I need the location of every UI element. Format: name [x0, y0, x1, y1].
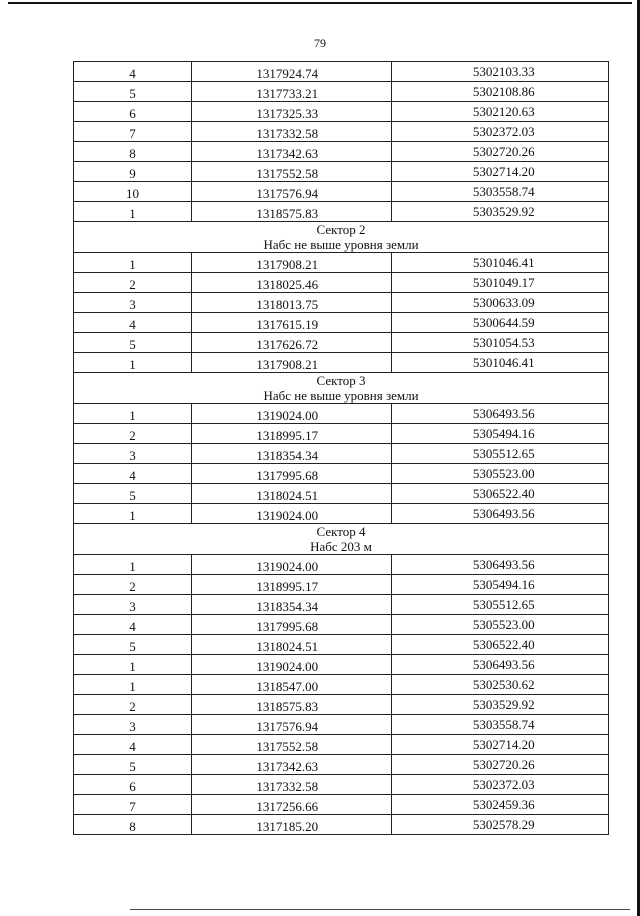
y-coordinate-cell	[391, 635, 608, 655]
x-coordinate-text: 1317325.33	[256, 106, 319, 121]
y-coordinate-text: 5300644.59	[472, 315, 535, 330]
y-coordinate-cell	[391, 815, 608, 835]
table-row	[74, 595, 609, 615]
y-coordinate-text: 5302108.86	[472, 84, 535, 99]
y-coordinate-text: 5302103.33	[472, 64, 535, 79]
point-number-cell	[74, 735, 192, 755]
point-number-text: 7	[129, 126, 136, 141]
section-subtitle: Набс не выше уровня земли	[263, 388, 419, 403]
x-coordinate-cell	[191, 695, 391, 715]
y-coordinate-text: 5305512.65	[472, 597, 535, 612]
y-coordinate-cell	[391, 555, 608, 575]
section-header-cell	[74, 524, 609, 555]
point-number-cell	[74, 615, 192, 635]
x-coordinate-text: 1318354.34	[256, 448, 319, 463]
x-coordinate-cell	[191, 82, 391, 102]
table-row	[74, 775, 609, 795]
point-number-cell	[74, 504, 192, 524]
y-coordinate-text: 5302720.26	[472, 144, 535, 159]
point-number-text: 1	[129, 508, 136, 523]
y-coordinate-text: 5301049.17	[472, 275, 535, 290]
y-coordinate-cell	[391, 755, 608, 775]
section-subtitle: Набс 203 м	[310, 539, 372, 554]
point-number-text: 4	[129, 66, 136, 81]
point-number-text: 6	[129, 106, 136, 121]
section-header-row	[74, 524, 609, 555]
table-row	[74, 735, 609, 755]
scan-bottom-rule	[130, 909, 630, 910]
x-coordinate-text: 1318575.83	[256, 206, 319, 221]
y-coordinate-cell	[391, 182, 608, 202]
y-coordinate-cell	[391, 202, 608, 222]
y-coordinate-cell	[391, 162, 608, 182]
point-number-text: 4	[129, 468, 136, 483]
x-coordinate-cell	[191, 182, 391, 202]
y-coordinate-cell	[391, 464, 608, 484]
y-coordinate-cell	[391, 404, 608, 424]
point-number-cell	[74, 675, 192, 695]
table-row	[74, 253, 609, 273]
table-row	[74, 575, 609, 595]
y-coordinate-text: 5306493.56	[472, 406, 535, 421]
point-number-text: 10	[125, 186, 139, 201]
section-header-cell	[74, 222, 609, 253]
y-coordinate-cell	[391, 273, 608, 293]
point-number-text: 5	[129, 639, 136, 654]
table-row	[74, 484, 609, 504]
table-row	[74, 424, 609, 444]
table-row	[74, 182, 609, 202]
section-title: Сектор 2	[316, 222, 366, 237]
table-row	[74, 464, 609, 484]
x-coordinate-cell	[191, 775, 391, 795]
section-title: Сектор 3	[316, 373, 366, 388]
x-coordinate-cell	[191, 313, 391, 333]
table-row	[74, 142, 609, 162]
x-coordinate-text: 1318025.46	[256, 277, 319, 292]
y-coordinate-text: 5302578.29	[472, 817, 535, 832]
x-coordinate-text: 1317552.58	[256, 166, 319, 181]
point-number-text: 9	[129, 166, 136, 181]
point-number-text: 1	[129, 206, 136, 221]
x-coordinate-cell	[191, 555, 391, 575]
point-number-text: 3	[129, 297, 136, 312]
y-coordinate-cell	[391, 353, 608, 373]
y-coordinate-text: 5305523.00	[472, 466, 535, 481]
x-coordinate-cell	[191, 162, 391, 182]
y-coordinate-text: 5306493.56	[472, 657, 535, 672]
x-coordinate-text: 1319024.00	[256, 508, 319, 523]
x-coordinate-text: 1317576.94	[256, 186, 319, 201]
point-number-cell	[74, 313, 192, 333]
point-number-cell	[74, 715, 192, 735]
point-number-text: 2	[129, 428, 136, 443]
y-coordinate-text: 5305512.65	[472, 446, 535, 461]
point-number-cell	[74, 273, 192, 293]
point-number-text: 5	[129, 759, 136, 774]
y-coordinate-text: 5301046.41	[472, 355, 535, 370]
section-header-row	[74, 373, 609, 404]
point-number-cell	[74, 815, 192, 835]
y-coordinate-cell	[391, 575, 608, 595]
table-row	[74, 162, 609, 182]
point-number-cell	[74, 82, 192, 102]
x-coordinate-text: 1317615.19	[256, 317, 319, 332]
point-number-cell	[74, 62, 192, 82]
point-number-cell	[74, 595, 192, 615]
point-number-text: 1	[129, 679, 136, 694]
x-coordinate-cell	[191, 575, 391, 595]
point-number-text: 1	[129, 357, 136, 372]
y-coordinate-cell	[391, 595, 608, 615]
table-row	[74, 615, 609, 635]
point-number-cell	[74, 404, 192, 424]
x-coordinate-text: 1317995.68	[256, 619, 319, 634]
x-coordinate-cell	[191, 504, 391, 524]
table-row	[74, 82, 609, 102]
y-coordinate-cell	[391, 775, 608, 795]
y-coordinate-cell	[391, 615, 608, 635]
y-coordinate-cell	[391, 142, 608, 162]
y-coordinate-text: 5302372.03	[472, 124, 535, 139]
x-coordinate-text: 1319024.00	[256, 659, 319, 674]
point-number-cell	[74, 555, 192, 575]
table-row	[74, 273, 609, 293]
point-number-text: 1	[129, 408, 136, 423]
x-coordinate-text: 1317342.63	[256, 146, 319, 161]
point-number-text: 3	[129, 719, 136, 734]
y-coordinate-cell	[391, 424, 608, 444]
x-coordinate-cell	[191, 615, 391, 635]
x-coordinate-text: 1317185.20	[256, 819, 319, 834]
table-row	[74, 444, 609, 464]
x-coordinate-cell	[191, 62, 391, 82]
x-coordinate-text: 1318354.34	[256, 599, 319, 614]
y-coordinate-cell	[391, 695, 608, 715]
table-row	[74, 715, 609, 735]
y-coordinate-cell	[391, 795, 608, 815]
x-coordinate-cell	[191, 444, 391, 464]
y-coordinate-text: 5300633.09	[472, 295, 535, 310]
y-coordinate-text: 5305494.16	[472, 577, 535, 592]
y-coordinate-text: 5306522.40	[472, 486, 535, 501]
x-coordinate-cell	[191, 424, 391, 444]
x-coordinate-cell	[191, 464, 391, 484]
section-subtitle: Набс не выше уровня земли	[263, 237, 419, 252]
point-number-cell	[74, 695, 192, 715]
x-coordinate-text: 1317576.94	[256, 719, 319, 734]
x-coordinate-cell	[191, 253, 391, 273]
y-coordinate-text: 5302459.36	[472, 797, 535, 812]
x-coordinate-text: 1317332.58	[256, 126, 319, 141]
x-coordinate-text: 1317908.21	[256, 357, 319, 372]
y-coordinate-text: 5305523.00	[472, 617, 535, 632]
coordinates-table-body	[74, 62, 609, 835]
point-number-cell	[74, 464, 192, 484]
y-coordinate-text: 5303529.92	[472, 697, 535, 712]
point-number-text: 2	[129, 579, 136, 594]
x-coordinate-cell	[191, 273, 391, 293]
point-number-cell	[74, 795, 192, 815]
x-coordinate-text: 1317342.63	[256, 759, 319, 774]
point-number-cell	[74, 775, 192, 795]
y-coordinate-cell	[391, 655, 608, 675]
y-coordinate-text: 5302714.20	[472, 737, 535, 752]
point-number-text: 1	[129, 257, 136, 272]
table-row	[74, 313, 609, 333]
table-row	[74, 675, 609, 695]
point-number-cell	[74, 122, 192, 142]
point-number-cell	[74, 253, 192, 273]
table-row	[74, 755, 609, 775]
point-number-text: 5	[129, 488, 136, 503]
x-coordinate-text: 1319024.00	[256, 408, 319, 423]
y-coordinate-cell	[391, 675, 608, 695]
coordinates-table	[73, 61, 609, 835]
x-coordinate-text: 1317332.58	[256, 779, 319, 794]
x-coordinate-text: 1318575.83	[256, 699, 319, 714]
x-coordinate-text: 1318995.17	[256, 428, 319, 443]
x-coordinate-cell	[191, 484, 391, 504]
point-number-cell	[74, 293, 192, 313]
y-coordinate-text: 5301054.53	[472, 335, 535, 350]
table-row	[74, 122, 609, 142]
point-number-text: 2	[129, 699, 136, 714]
y-coordinate-cell	[391, 504, 608, 524]
point-number-text: 7	[129, 799, 136, 814]
point-number-text: 5	[129, 337, 136, 352]
point-number-text: 2	[129, 277, 136, 292]
point-number-cell	[74, 333, 192, 353]
x-coordinate-cell	[191, 122, 391, 142]
point-number-cell	[74, 353, 192, 373]
point-number-cell	[74, 755, 192, 775]
y-coordinate-text: 5306493.56	[472, 506, 535, 521]
y-coordinate-cell	[391, 293, 608, 313]
x-coordinate-text: 1317733.21	[256, 86, 319, 101]
point-number-text: 3	[129, 599, 136, 614]
point-number-text: 3	[129, 448, 136, 463]
point-number-text: 8	[129, 819, 136, 834]
y-coordinate-cell	[391, 444, 608, 464]
page-number: 79	[314, 36, 326, 50]
point-number-cell	[74, 444, 192, 464]
y-coordinate-text: 5302372.03	[472, 777, 535, 792]
point-number-text: 5	[129, 86, 136, 101]
x-coordinate-cell	[191, 102, 391, 122]
y-coordinate-cell	[391, 102, 608, 122]
x-coordinate-text: 1318547.00	[256, 679, 319, 694]
point-number-cell	[74, 484, 192, 504]
table-row	[74, 102, 609, 122]
table-row	[74, 795, 609, 815]
point-number-text: 1	[129, 559, 136, 574]
x-coordinate-cell	[191, 815, 391, 835]
x-coordinate-text: 1317924.74	[256, 66, 319, 81]
x-coordinate-text: 1318024.51	[256, 639, 319, 654]
y-coordinate-text: 5302720.26	[472, 757, 535, 772]
x-coordinate-cell	[191, 202, 391, 222]
x-coordinate-cell	[191, 404, 391, 424]
x-coordinate-cell	[191, 675, 391, 695]
x-coordinate-cell	[191, 655, 391, 675]
table-row	[74, 293, 609, 313]
point-number-cell	[74, 102, 192, 122]
table-row	[74, 655, 609, 675]
point-number-cell	[74, 142, 192, 162]
x-coordinate-cell	[191, 735, 391, 755]
x-coordinate-cell	[191, 635, 391, 655]
x-coordinate-cell	[191, 142, 391, 162]
y-coordinate-text: 5302120.63	[472, 104, 535, 119]
table-row	[74, 504, 609, 524]
y-coordinate-cell	[391, 484, 608, 504]
table-row	[74, 555, 609, 575]
x-coordinate-text: 1317256.66	[256, 799, 319, 814]
point-number-cell	[74, 635, 192, 655]
x-coordinate-cell	[191, 333, 391, 353]
x-coordinate-text: 1317552.58	[256, 739, 319, 754]
table-row	[74, 202, 609, 222]
y-coordinate-text: 5302530.62	[472, 677, 535, 692]
y-coordinate-cell	[391, 82, 608, 102]
point-number-cell	[74, 162, 192, 182]
y-coordinate-text: 5303558.74	[472, 717, 535, 732]
section-header-row	[74, 222, 609, 253]
table-row	[74, 695, 609, 715]
x-coordinate-cell	[191, 795, 391, 815]
x-coordinate-cell	[191, 595, 391, 615]
point-number-cell	[74, 182, 192, 202]
point-number-text: 4	[129, 619, 136, 634]
section-title: Сектор 4	[316, 524, 366, 539]
x-coordinate-text: 1317626.72	[256, 337, 319, 352]
y-coordinate-text: 5301046.41	[472, 255, 535, 270]
y-coordinate-cell	[391, 333, 608, 353]
y-coordinate-cell	[391, 122, 608, 142]
y-coordinate-cell	[391, 62, 608, 82]
point-number-cell	[74, 575, 192, 595]
y-coordinate-text: 5302714.20	[472, 164, 535, 179]
point-number-text: 1	[129, 659, 136, 674]
table-row	[74, 815, 609, 835]
x-coordinate-text: 1319024.00	[256, 559, 319, 574]
x-coordinate-text: 1318013.75	[256, 297, 319, 312]
x-coordinate-text: 1318995.17	[256, 579, 319, 594]
table-row	[74, 635, 609, 655]
table-row	[74, 333, 609, 353]
point-number-cell	[74, 424, 192, 444]
x-coordinate-cell	[191, 353, 391, 373]
y-coordinate-text: 5303529.92	[472, 204, 535, 219]
point-number-cell	[74, 202, 192, 222]
x-coordinate-text: 1317995.68	[256, 468, 319, 483]
table-row	[74, 404, 609, 424]
point-number-text: 4	[129, 739, 136, 754]
x-coordinate-cell	[191, 715, 391, 735]
x-coordinate-cell	[191, 755, 391, 775]
point-number-text: 4	[129, 317, 136, 332]
scan-edge-top	[8, 2, 632, 4]
y-coordinate-cell	[391, 735, 608, 755]
point-number-text: 8	[129, 146, 136, 161]
point-number-text: 6	[129, 779, 136, 794]
y-coordinate-text: 5306493.56	[472, 557, 535, 572]
section-header-cell	[74, 373, 609, 404]
y-coordinate-text: 5303558.74	[472, 184, 535, 199]
point-number-cell	[74, 655, 192, 675]
y-coordinate-cell	[391, 313, 608, 333]
y-coordinate-cell	[391, 253, 608, 273]
y-coordinate-text: 5305494.16	[472, 426, 535, 441]
y-coordinate-cell	[391, 715, 608, 735]
x-coordinate-text: 1318024.51	[256, 488, 319, 503]
table-row	[74, 353, 609, 373]
y-coordinate-text: 5306522.40	[472, 637, 535, 652]
table-row	[74, 62, 609, 82]
x-coordinate-text: 1317908.21	[256, 257, 319, 272]
x-coordinate-cell	[191, 293, 391, 313]
